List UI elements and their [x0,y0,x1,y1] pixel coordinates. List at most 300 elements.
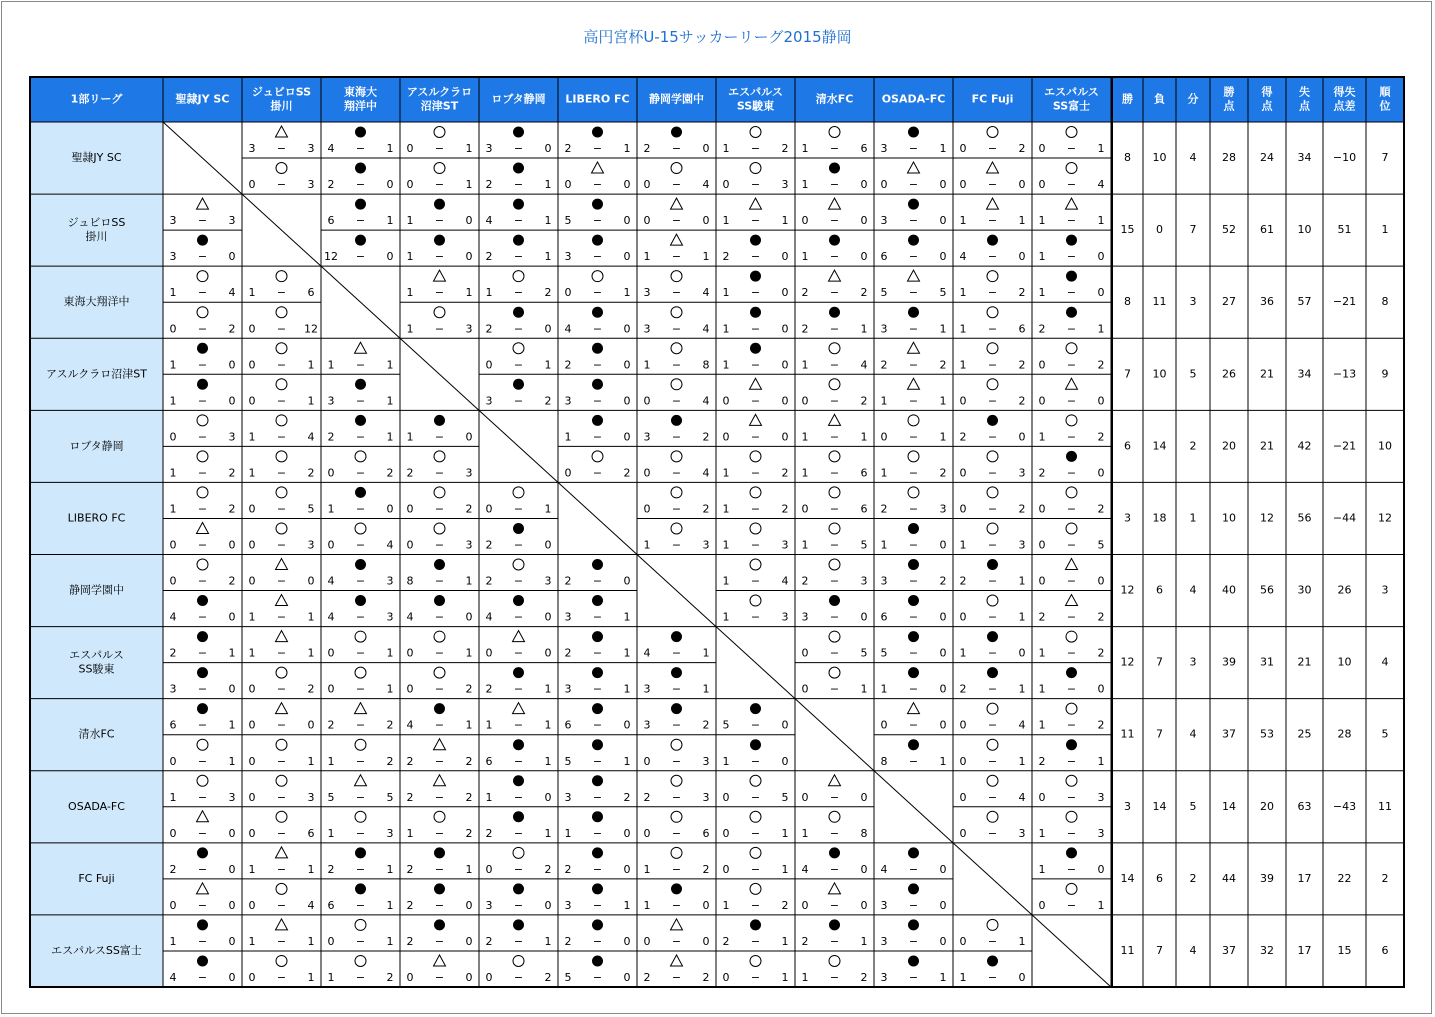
score-dash: − [671,538,682,552]
win-icon [908,667,919,678]
stat-value: 14 [1222,799,1236,813]
score-dash: − [908,430,919,444]
score-away: 1 [228,754,236,768]
score-dash: − [592,358,603,372]
draw-icon [276,559,288,570]
score-away: 3 [781,178,789,192]
score-dash: − [750,250,761,264]
score-away: 1 [623,286,631,300]
score-dash: − [355,898,366,912]
score-dash: − [276,646,287,660]
score-away: 2 [1018,142,1026,156]
score-away: 3 [1097,790,1105,804]
stat-value: 5 [1189,799,1197,813]
score-dash: − [592,898,603,912]
score-home: 0 [248,682,256,696]
score-home: 6 [327,898,335,912]
score-home: 2 [327,718,335,732]
stat-value: 9 [1381,367,1389,381]
score-away: 1 [544,502,552,516]
score-away: 3 [702,754,710,768]
score-dash: − [197,790,208,804]
score-dash: − [908,250,919,264]
score-home: 0 [564,466,572,480]
score-home: 1 [722,142,730,156]
loss-icon [513,271,524,282]
loss-icon [671,163,682,174]
stat-value: 31 [1260,655,1274,669]
score-away: 4 [702,322,710,336]
score-dash: − [750,826,761,840]
score-away: 1 [939,394,947,408]
stat-value: −43 [1332,799,1357,813]
stat-value: 2 [1381,871,1389,885]
header-team-name: SS駿東 [736,99,775,113]
draw-icon [829,883,841,894]
score-away: 2 [228,466,236,480]
score-home: 0 [1038,358,1046,372]
score-home: 12 [324,250,338,264]
score-away: 0 [1097,286,1105,300]
score-home: 3 [169,682,177,696]
score-away: 3 [702,790,710,804]
loss-icon [355,739,366,750]
score-away: 3 [1018,466,1026,480]
score-dash: − [908,178,919,192]
score-away: 1 [623,898,631,912]
score-dash: − [513,394,524,408]
loss-icon [987,919,998,930]
score-dash: − [1066,466,1077,480]
score-dash: − [750,538,761,552]
score-away: 2 [702,862,710,876]
score-dash: − [671,682,682,696]
score-dash: − [276,790,287,804]
draw-icon [434,775,446,786]
score-away: 0 [860,214,868,228]
loss-icon [197,559,208,570]
score-dash: − [750,898,761,912]
draw-icon [671,955,683,966]
score-home: 0 [959,934,967,948]
stat-value: 39 [1260,871,1274,885]
draw-icon [671,198,683,209]
score-home: 0 [248,790,256,804]
score-away: 1 [1018,754,1026,768]
score-dash: − [908,682,919,696]
loss-icon [1066,415,1077,426]
score-dash: − [987,178,998,192]
score-away: 0 [228,682,236,696]
score-away: 0 [544,142,552,156]
score-away: 1 [939,430,947,444]
score-home: 2 [801,322,809,336]
score-home: 4 [880,862,888,876]
win-icon [434,919,445,930]
loss-icon [829,631,840,642]
stat-value: 6 [1156,871,1163,885]
score-home: 8 [880,754,888,768]
score-away: 0 [465,934,473,948]
score-home: 1 [248,610,256,624]
stat-value: 4 [1189,151,1197,165]
score-dash: − [671,754,682,768]
score-dash: − [829,971,840,984]
win-icon [355,595,366,606]
stat-value: 28 [1337,727,1352,741]
score-dash: − [434,862,445,876]
score-home: 1 [801,250,809,264]
score-home: 0 [406,971,414,984]
score-away: 2 [465,502,473,516]
score-dash: − [987,682,998,696]
diagonal-line [400,338,479,410]
score-home: 0 [722,430,730,444]
score-away: 0 [465,430,473,444]
score-away: 0 [623,971,631,984]
score-dash: − [197,971,208,984]
score-dash: − [355,646,366,660]
loss-icon [276,343,287,354]
score-home: 0 [248,178,256,192]
score-dash: − [829,790,840,804]
score-home: 2 [643,971,651,984]
win-icon [908,739,919,750]
stat-value: 18 [1152,511,1167,525]
score-away: 1 [1018,574,1026,588]
header-team-name: 静岡学園中 [649,92,704,106]
score-home: 1 [169,790,177,804]
score-home: 1 [169,502,177,516]
win-icon [592,703,603,714]
score-home: 2 [959,574,967,588]
score-dash: − [197,898,208,912]
win-icon [355,847,366,858]
stat-value: 15 [1337,943,1352,957]
score-home: 2 [880,502,888,516]
loss-icon [276,451,287,462]
win-icon [355,883,366,894]
score-home: 0 [959,394,967,408]
stat-value: 14 [1152,439,1167,453]
score-away: 0 [228,898,236,912]
score-home: 2 [406,790,414,804]
loss-icon [987,127,998,138]
score-away: 0 [228,394,236,408]
score-home: 6 [880,610,888,624]
score-home: 2 [406,898,414,912]
score-dash: − [908,610,919,624]
score-away: 0 [1097,574,1105,588]
score-away: 6 [860,502,868,516]
score-home: 0 [169,538,177,552]
score-home: 2 [327,178,335,192]
score-dash: − [750,322,761,336]
score-dash: − [671,466,682,480]
stat-value: 8 [1381,295,1389,309]
header-team-name: 清水FC [815,92,854,106]
score-dash: − [987,718,998,732]
score-away: 0 [623,826,631,840]
score-dash: − [987,574,998,588]
score-dash: − [592,322,603,336]
score-away: 0 [465,971,473,984]
score-home: 4 [406,610,414,624]
score-dash: − [908,754,919,768]
score-away: 2 [307,682,315,696]
score-away: 3 [939,502,947,516]
stat-value: 21 [1260,439,1274,453]
loss-icon [750,559,761,570]
score-dash: − [987,826,998,840]
header-stat-label: 点 [1223,99,1235,113]
draw-icon [355,703,367,714]
win-icon [908,307,919,318]
score-away: 3 [228,790,236,804]
score-away: 2 [307,466,315,480]
loss-icon [750,955,761,966]
score-away: 4 [386,538,394,552]
score-away: 0 [623,358,631,372]
draw-icon [908,378,920,389]
stat-value: 6 [1381,943,1389,957]
score-dash: − [671,718,682,732]
stat-value: 7 [1156,727,1163,741]
score-home: 6 [880,250,888,264]
win-icon [592,199,603,210]
score-away: 3 [1018,538,1026,552]
score-dash: − [434,142,445,156]
draw-icon [750,378,762,389]
score-home: 0 [327,682,335,696]
score-away: 2 [228,322,236,336]
stat-value: 51 [1337,223,1352,237]
score-away: 0 [623,934,631,948]
score-dash: − [750,394,761,408]
score-away: 3 [781,610,789,624]
team-name: 聖隷JY SC [71,151,122,165]
loss-icon [1066,127,1077,138]
score-home: 3 [564,250,572,264]
score-home: 2 [801,286,809,300]
stat-value: 7 [1124,367,1131,381]
score-away: 2 [1018,502,1026,516]
score-away: 4 [1097,178,1105,192]
stat-value: 21 [1260,367,1274,381]
score-dash: − [1066,574,1077,588]
draw-icon [750,198,762,209]
win-icon [513,379,524,390]
score-home: 1 [722,286,730,300]
score-dash: − [434,971,445,984]
win-icon [592,847,603,858]
score-home: 4 [327,574,335,588]
table-border [30,77,1404,987]
win-icon [829,847,840,858]
score-dash: − [908,502,919,516]
score-dash: − [434,934,445,948]
score-away: 4 [1018,790,1026,804]
score-away: 1 [465,178,473,192]
stat-value: 15 [1120,223,1135,237]
score-home: 5 [564,971,572,984]
score-home: 3 [643,718,651,732]
score-dash: − [829,430,840,444]
win-icon [592,919,603,930]
stat-value: 30 [1297,583,1312,597]
loss-icon [276,523,287,534]
loss-icon [829,559,840,570]
score-home: 3 [485,898,493,912]
score-home: 1 [564,430,572,444]
score-home: 1 [722,610,730,624]
score-home: 4 [643,646,651,660]
score-away: 1 [702,682,710,696]
loss-icon [829,379,840,390]
score-dash: − [197,826,208,840]
score-dash: − [355,214,366,228]
draw-icon [513,631,525,642]
score-dash: − [513,718,524,732]
team-name: LIBERO FC [67,511,126,525]
score-dash: − [592,394,603,408]
score-away: 0 [228,250,236,264]
score-dash: − [671,214,682,228]
score-away: 0 [939,862,947,876]
score-away: 1 [386,682,394,696]
win-icon [355,235,366,246]
score-home: 2 [801,934,809,948]
loss-icon [197,739,208,750]
score-home: 0 [722,826,730,840]
loss-icon [987,271,998,282]
score-away: 6 [860,142,868,156]
score-dash: − [592,790,603,804]
stat-value: 24 [1260,151,1274,165]
score-away: 2 [939,358,947,372]
score-home: 1 [643,250,651,264]
team-name: SS駿東 [78,662,115,676]
score-away: 2 [386,971,394,984]
score-away: 2 [939,574,947,588]
score-away: 2 [1097,502,1105,516]
loss-icon [829,523,840,534]
loss-icon [987,307,998,318]
stat-value: 34 [1297,367,1312,381]
loss-icon [197,307,208,318]
score-home: 2 [959,682,967,696]
score-dash: − [1066,826,1077,840]
score-dash: − [276,430,287,444]
score-away: 0 [386,178,394,192]
score-home: 5 [880,286,888,300]
score-home: 2 [485,178,493,192]
score-away: 0 [939,898,947,912]
score-away: 0 [939,934,947,948]
win-icon [908,523,919,534]
score-away: 4 [1018,718,1026,732]
score-home: 0 [169,574,177,588]
score-away: 1 [623,610,631,624]
score-home: 0 [643,394,651,408]
score-home: 3 [169,214,177,228]
score-home: 0 [248,971,256,984]
score-home: 1 [406,250,414,264]
score-home: 2 [485,682,493,696]
stat-value: −13 [1332,367,1357,381]
stat-value: 5 [1381,727,1389,741]
diagonal-line [953,843,1032,915]
team-name: エスパルスSS富士 [51,943,142,957]
score-dash: − [908,574,919,588]
loss-icon [276,667,287,678]
score-dash: − [987,322,998,336]
win-icon [671,127,682,138]
score-away: 1 [386,898,394,912]
score-home: 2 [406,934,414,948]
score-home: 1 [1038,862,1046,876]
score-home: 1 [722,574,730,588]
score-dash: − [513,862,524,876]
draw-icon [276,126,288,137]
score-dash: − [197,610,208,624]
stat-value: 22 [1337,871,1352,885]
score-dash: − [750,862,761,876]
stat-value: 4 [1189,727,1197,741]
score-home: 0 [169,826,177,840]
score-away: 3 [307,142,315,156]
win-icon [197,847,208,858]
score-home: 0 [327,646,335,660]
win-icon [513,811,524,822]
win-icon [355,379,366,390]
score-home: 1 [248,466,256,480]
score-home: 0 [959,142,967,156]
draw-icon [434,739,446,750]
score-away: 1 [939,142,947,156]
win-icon [592,667,603,678]
score-away: 2 [860,286,868,300]
stat-value: 11 [1378,799,1392,813]
header-stat-label: 点差 [1333,99,1356,113]
loss-icon [987,739,998,750]
score-away: 0 [228,934,236,948]
stat-value: 12 [1260,511,1274,525]
win-icon [434,595,445,606]
score-home: 1 [1038,646,1046,660]
header-stat-label: 順 [1379,85,1391,99]
score-home: 0 [406,502,414,516]
score-away: 1 [307,971,315,984]
win-icon [908,847,919,858]
score-home: 0 [801,646,809,660]
score-home: 1 [485,718,493,732]
score-away: 1 [544,934,552,948]
score-away: 1 [386,646,394,660]
loss-icon [750,775,761,786]
score-dash: − [513,178,524,192]
score-away: 1 [860,430,868,444]
stat-value: 44 [1222,871,1236,885]
score-away: 0 [465,898,473,912]
score-dash: − [1066,538,1077,552]
score-dash: − [987,214,998,228]
stat-value: 8 [1124,295,1131,309]
win-icon [908,595,919,606]
loss-icon [829,127,840,138]
stat-value: 61 [1260,223,1274,237]
score-away: 0 [1018,430,1026,444]
